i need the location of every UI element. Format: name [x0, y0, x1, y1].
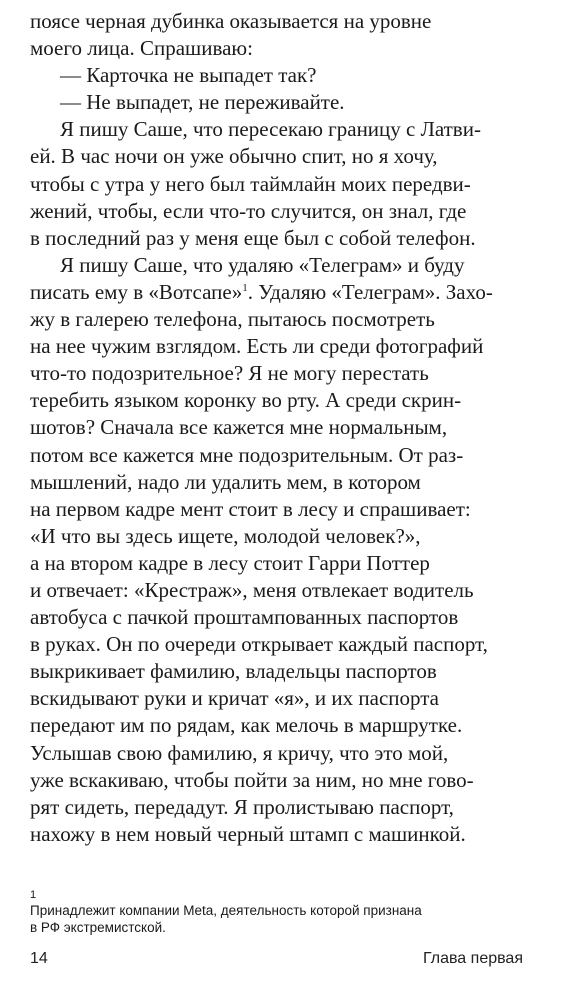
text-line: и отвечает: «Крестраж», меня отвлекает водитель — [30, 577, 474, 602]
text-line: моего лица. Спрашиваю: — [30, 36, 253, 61]
text-segment: писать ему в «Вотсапе» — [30, 279, 243, 304]
paragraph-start: Я пишу Саше, что пересекаю границу с Латви- — [60, 117, 481, 142]
text-line: передают им по рядам, как мелочь в маршрутке. — [30, 713, 463, 738]
footnote-reference: 1 — [242, 281, 248, 294]
running-chapter-title: Глава первая — [422, 950, 523, 967]
text-line: на первом кадре мент стоит в лесу и спрашивает: — [30, 496, 471, 521]
text-line: чтобы с утра у него был таймлайн моих передви- — [30, 171, 471, 196]
text-line: в последний раз у меня еще был с собой телефон. — [30, 225, 476, 250]
text-line: а на втором кадре в лесу стоит Гарри Поттер — [30, 550, 430, 575]
text-line: уже вскакиваю, чтобы пойти за ним, но мне гово- — [30, 767, 474, 792]
footnote-line: Принадлежит компании Meta, деятельность которой признана — [30, 903, 422, 918]
dialogue-line: — Карточка не выпадет так? — [60, 63, 317, 88]
footnote — [30, 888, 530, 936]
text-line: Услышав свою фамилию, я кричу, что это мой, — [30, 740, 449, 765]
dialogue-line: — Не выпадет, не переживайте. — [60, 90, 345, 115]
paragraph-start: Я пишу Саше, что удаляю «Телеграм» и буду — [60, 252, 465, 277]
text-line: потом все кажется мне подозрительным. От раз- — [30, 442, 464, 467]
text-line: автобуса с пачкой проштампованных паспортов — [30, 605, 459, 630]
text-line: нахожу в нем новый черный штамп с машинкой. — [30, 821, 466, 846]
text-line: ей. В час ночи он уже обычно спит, но я хочу, — [30, 144, 438, 169]
text-line: жу в галерею телефона, пытаюсь посмотреть — [30, 307, 435, 332]
text-line: мышлений, надо ли удалить мем, в котором — [30, 469, 421, 494]
text-line: рят сидеть, передадут. Я пролистываю паспорт, — [30, 794, 454, 819]
page-number: 14 — [30, 950, 48, 967]
text-line: в руках. Он по очереди открывает каждый паспорт, — [30, 632, 488, 657]
page-footer — [30, 950, 523, 968]
text-line: выкрикивает фамилию, владельцы паспортов — [30, 659, 437, 684]
text-line: что-то подозрительное? Я не могу перестать — [30, 361, 429, 386]
text-line: на нее чужим взглядом. Есть ли среди фотографий — [30, 334, 484, 359]
text-segment: . Удаляю «Телеграм». Захо- — [247, 279, 493, 304]
text-line-with-footnote — [30, 279, 530, 306]
text-line: «И что вы здесь ищете, молодой человек?», — [30, 523, 421, 548]
text-line: жений, чтобы, если что-то случится, он знал, где — [30, 198, 467, 223]
text-line: теребить языком коронку во рту. А среди скрин- — [30, 388, 462, 413]
text-line: шотов? Сначала все кажется мне нормальным, — [30, 415, 448, 440]
text-line: поясе черная дубинка оказывается на уровне — [30, 9, 432, 33]
footnote-text — [30, 902, 530, 936]
text-line: вскидывают руки и кричат «я», и их паспорта — [30, 686, 439, 711]
footnote-number: 1 — [30, 889, 37, 901]
body-text — [30, 8, 530, 848]
footnote-line: в РФ экстремистской. — [30, 920, 166, 935]
